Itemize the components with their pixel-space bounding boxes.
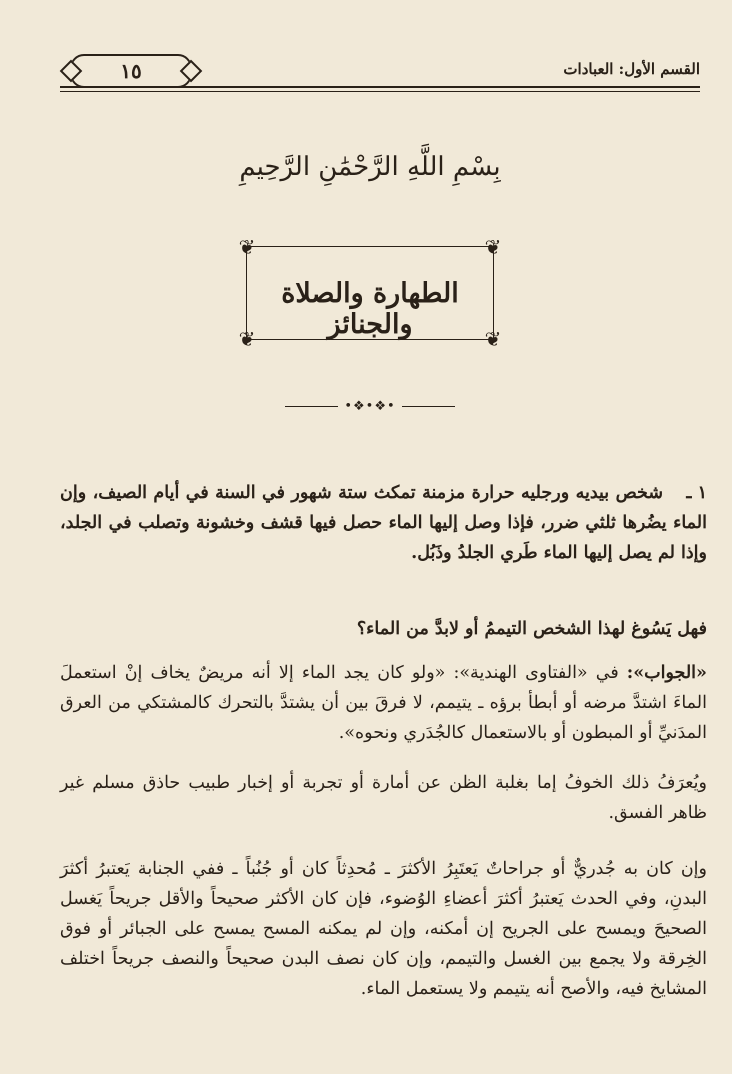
running-head: القسم الأول: العبادات — [563, 60, 700, 78]
divider-line — [402, 406, 455, 407]
chapter-title-frame — [236, 236, 504, 350]
question-text: شخص بيديه ورجليه حرارة مزمنة تمكث ستة شهور في السنة في أيام الصيف، وإن الماء يضُرها ثلثي ضرر، فإذا وصل إليها الماء حصل فيها قشف وخشونة وتصلب في الجلد، وإذا لم يصل إليها الماء طَري الجلدُ وذَبُل. — [60, 483, 707, 563]
ornament-corner-icon: ❦ — [484, 235, 502, 259]
question-line: فهل يَسُوغ لهذا الشخص التيممُ أو لابدَّ من الماء؟ — [356, 619, 707, 639]
header-rule — [60, 86, 700, 88]
basmala: بِسْمِ اللَّهِ الرَّحْمَٰنِ الرَّحِيمِ — [239, 152, 501, 182]
question-paragraph — [60, 478, 707, 568]
divider-ornament-icon: •❖•❖• — [344, 398, 396, 414]
ornamental-divider — [285, 398, 455, 414]
ornament-corner-icon: ❦ — [238, 327, 256, 351]
answer-text-1: في «الفتاوى الهندية»: «ولو كان يجد الماء إلا أنه مريضٌ يخاف إنْ استعملَ الماءَ اشتدَّ مرضه أو أبطأ برؤه ـ يتيمم، لا فرقَ بين أن يشتدَّ بالتحرك كالمشتكي من العرق المدَنيِّ أو المبطون أو بالاستعمال كالجُدَري ونحوه». — [60, 663, 707, 743]
answer-paragraph-3: وإن كان به جُدريٌّ أو جراحاتٌ يَعتَبِرُ الأكثرَ ـ مُحدِثاً كان أو جُنُباً ـ ففي الجنابة يَعتبرُ أكثرَ البدنِ، وفي الحدث يَعتبرُ أكثرَ أعضاءِ الوُضوء، فإن كان الأكثر صحيحاً والأقل جريحاً يَغسل الصحيحَ ويمسح على الجريح إن أمكنه، وإن لم يمكنه المسح يمسح على الجبائر أو فوق الخِرقة ولا يجمع بين الغسل والتيمم، وإن كان نصف البدن صحيحاً والنصف جريحاً اختلف المشايخ فيه، والأصح أنه يتيمم ولا يستعمل الماء. — [60, 859, 707, 999]
question-number: ١ ـ — [686, 483, 707, 503]
divider-line — [285, 406, 338, 407]
answer-paragraph-1 — [60, 658, 707, 748]
ornament-corner-icon: ❦ — [484, 327, 502, 351]
page-number: ١٥ — [70, 54, 192, 88]
chapter-title: الطهارة والصلاة والجنائز — [281, 278, 459, 340]
ornament-corner-icon: ❦ — [238, 235, 256, 259]
header-rule-thin — [60, 91, 700, 92]
answer-label: «الجواب»: — [626, 663, 707, 683]
answer-paragraph-2: ويُعرَفُ ذلك الخوفُ إما بغلبة الظن عن أمارة أو تجربة أو إخبار طبيب حاذق مسلم غير ظاهر الفسق. — [60, 773, 707, 823]
